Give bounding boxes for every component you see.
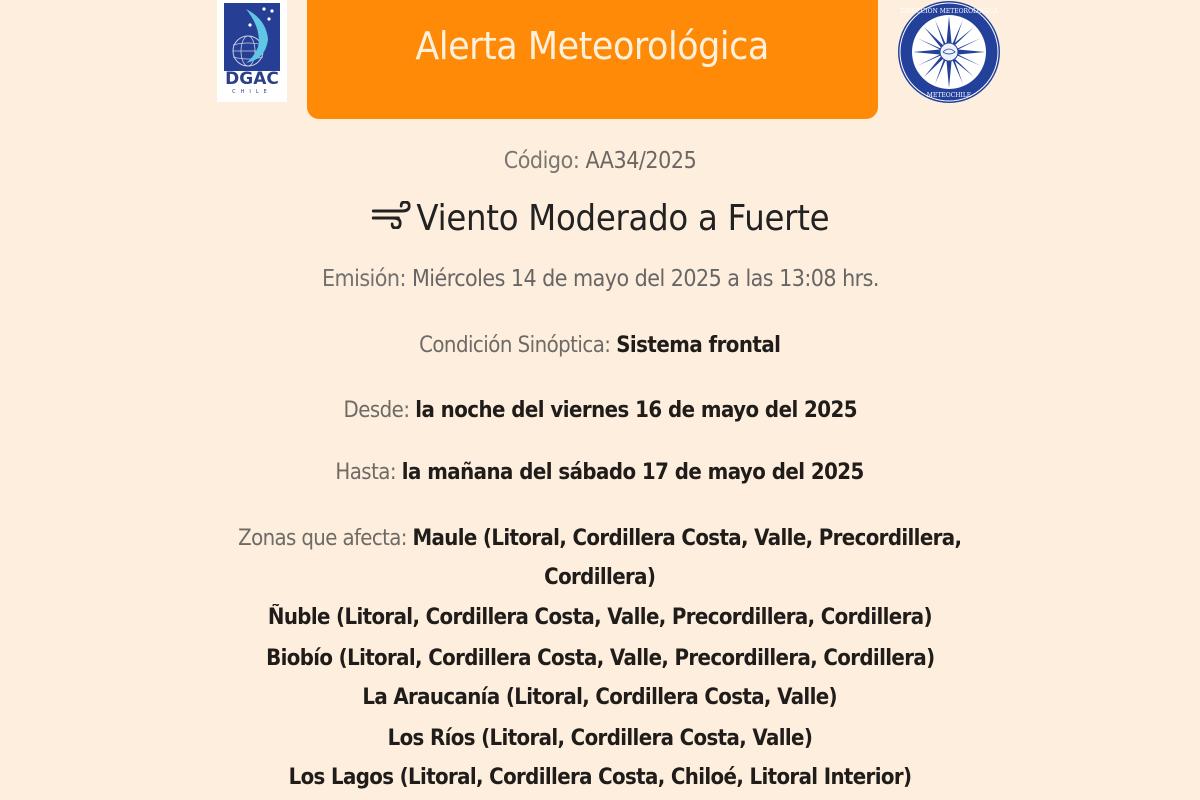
synoptic-label: Condición Sinóptica:: [419, 333, 611, 358]
meteo-logo-bottom-text: METEOCHILE: [926, 92, 972, 99]
page-title: Alerta Meteorológica: [415, 23, 770, 68]
until-value: la mañana del sábado 17 de mayo del 2025: [402, 460, 865, 485]
zones-line: [0, 526, 1200, 551]
title-banner: [307, 0, 878, 119]
meteochile-logo: [895, 0, 1003, 104]
zone-row: [0, 726, 1200, 751]
from-label: Desde:: [343, 398, 410, 423]
synoptic-value: Sistema frontal: [616, 333, 781, 358]
zone-item: Los Ríos (Litoral, Cordillera Costa, Valle): [387, 726, 813, 751]
compass-rose-icon: [895, 0, 1003, 104]
dgac-logo-text: DGAC: [225, 69, 279, 89]
wind-icon: [371, 197, 414, 238]
until-line: [0, 460, 1200, 485]
zones-label: Zonas que afecta:: [238, 526, 407, 551]
from-value: la noche del viernes 16 de mayo del 2025: [414, 398, 857, 423]
zone-item: Biobío (Litoral, Cordillera Costa, Valle, Precordillera, Cordillera): [265, 646, 935, 671]
zone-row: [0, 765, 1200, 790]
emission-value: Miércoles 14 de mayo del 2025 a las 13:08 hrs.: [411, 266, 879, 292]
code-value: AA34/2025: [585, 148, 697, 174]
from-line: [0, 398, 1200, 423]
zone-item: Cordillera): [544, 565, 656, 590]
zone-item: Los Lagos (Litoral, Cordillera Costa, Chiloé, Litoral Interior): [288, 765, 912, 790]
dgac-logo-subtext: CHILE: [232, 89, 272, 95]
zone-item: Ñuble (Litoral, Cordillera Costa, Valle, Precordillera, Cordillera): [267, 605, 933, 630]
zone-row: [0, 646, 1200, 671]
zone-item: La Araucanía (Litoral, Cordillera Costa, Valle): [362, 685, 838, 710]
meteo-logo-top-text: DIRECCIÓN METEOROLÓGICA: [900, 8, 998, 15]
until-label: Hasta:: [335, 460, 397, 485]
synoptic-condition-line: [0, 333, 1200, 358]
zone-row: [0, 685, 1200, 710]
zone-item-continuation: [0, 565, 1200, 590]
alert-headline: [0, 198, 1200, 239]
zone-item: Maule (Litoral, Cordillera Costa, Valle, Precordillera,: [412, 526, 962, 551]
dgac-emblem-icon: [224, 3, 280, 71]
alert-code: [0, 148, 1200, 174]
zone-row: [0, 605, 1200, 630]
emission-line: [0, 266, 1200, 292]
dgac-logo: [217, 0, 287, 102]
headline-text: Viento Moderado a Fuerte: [416, 198, 829, 239]
code-label: Código:: [503, 148, 580, 174]
emission-label: Emisión:: [321, 266, 406, 292]
